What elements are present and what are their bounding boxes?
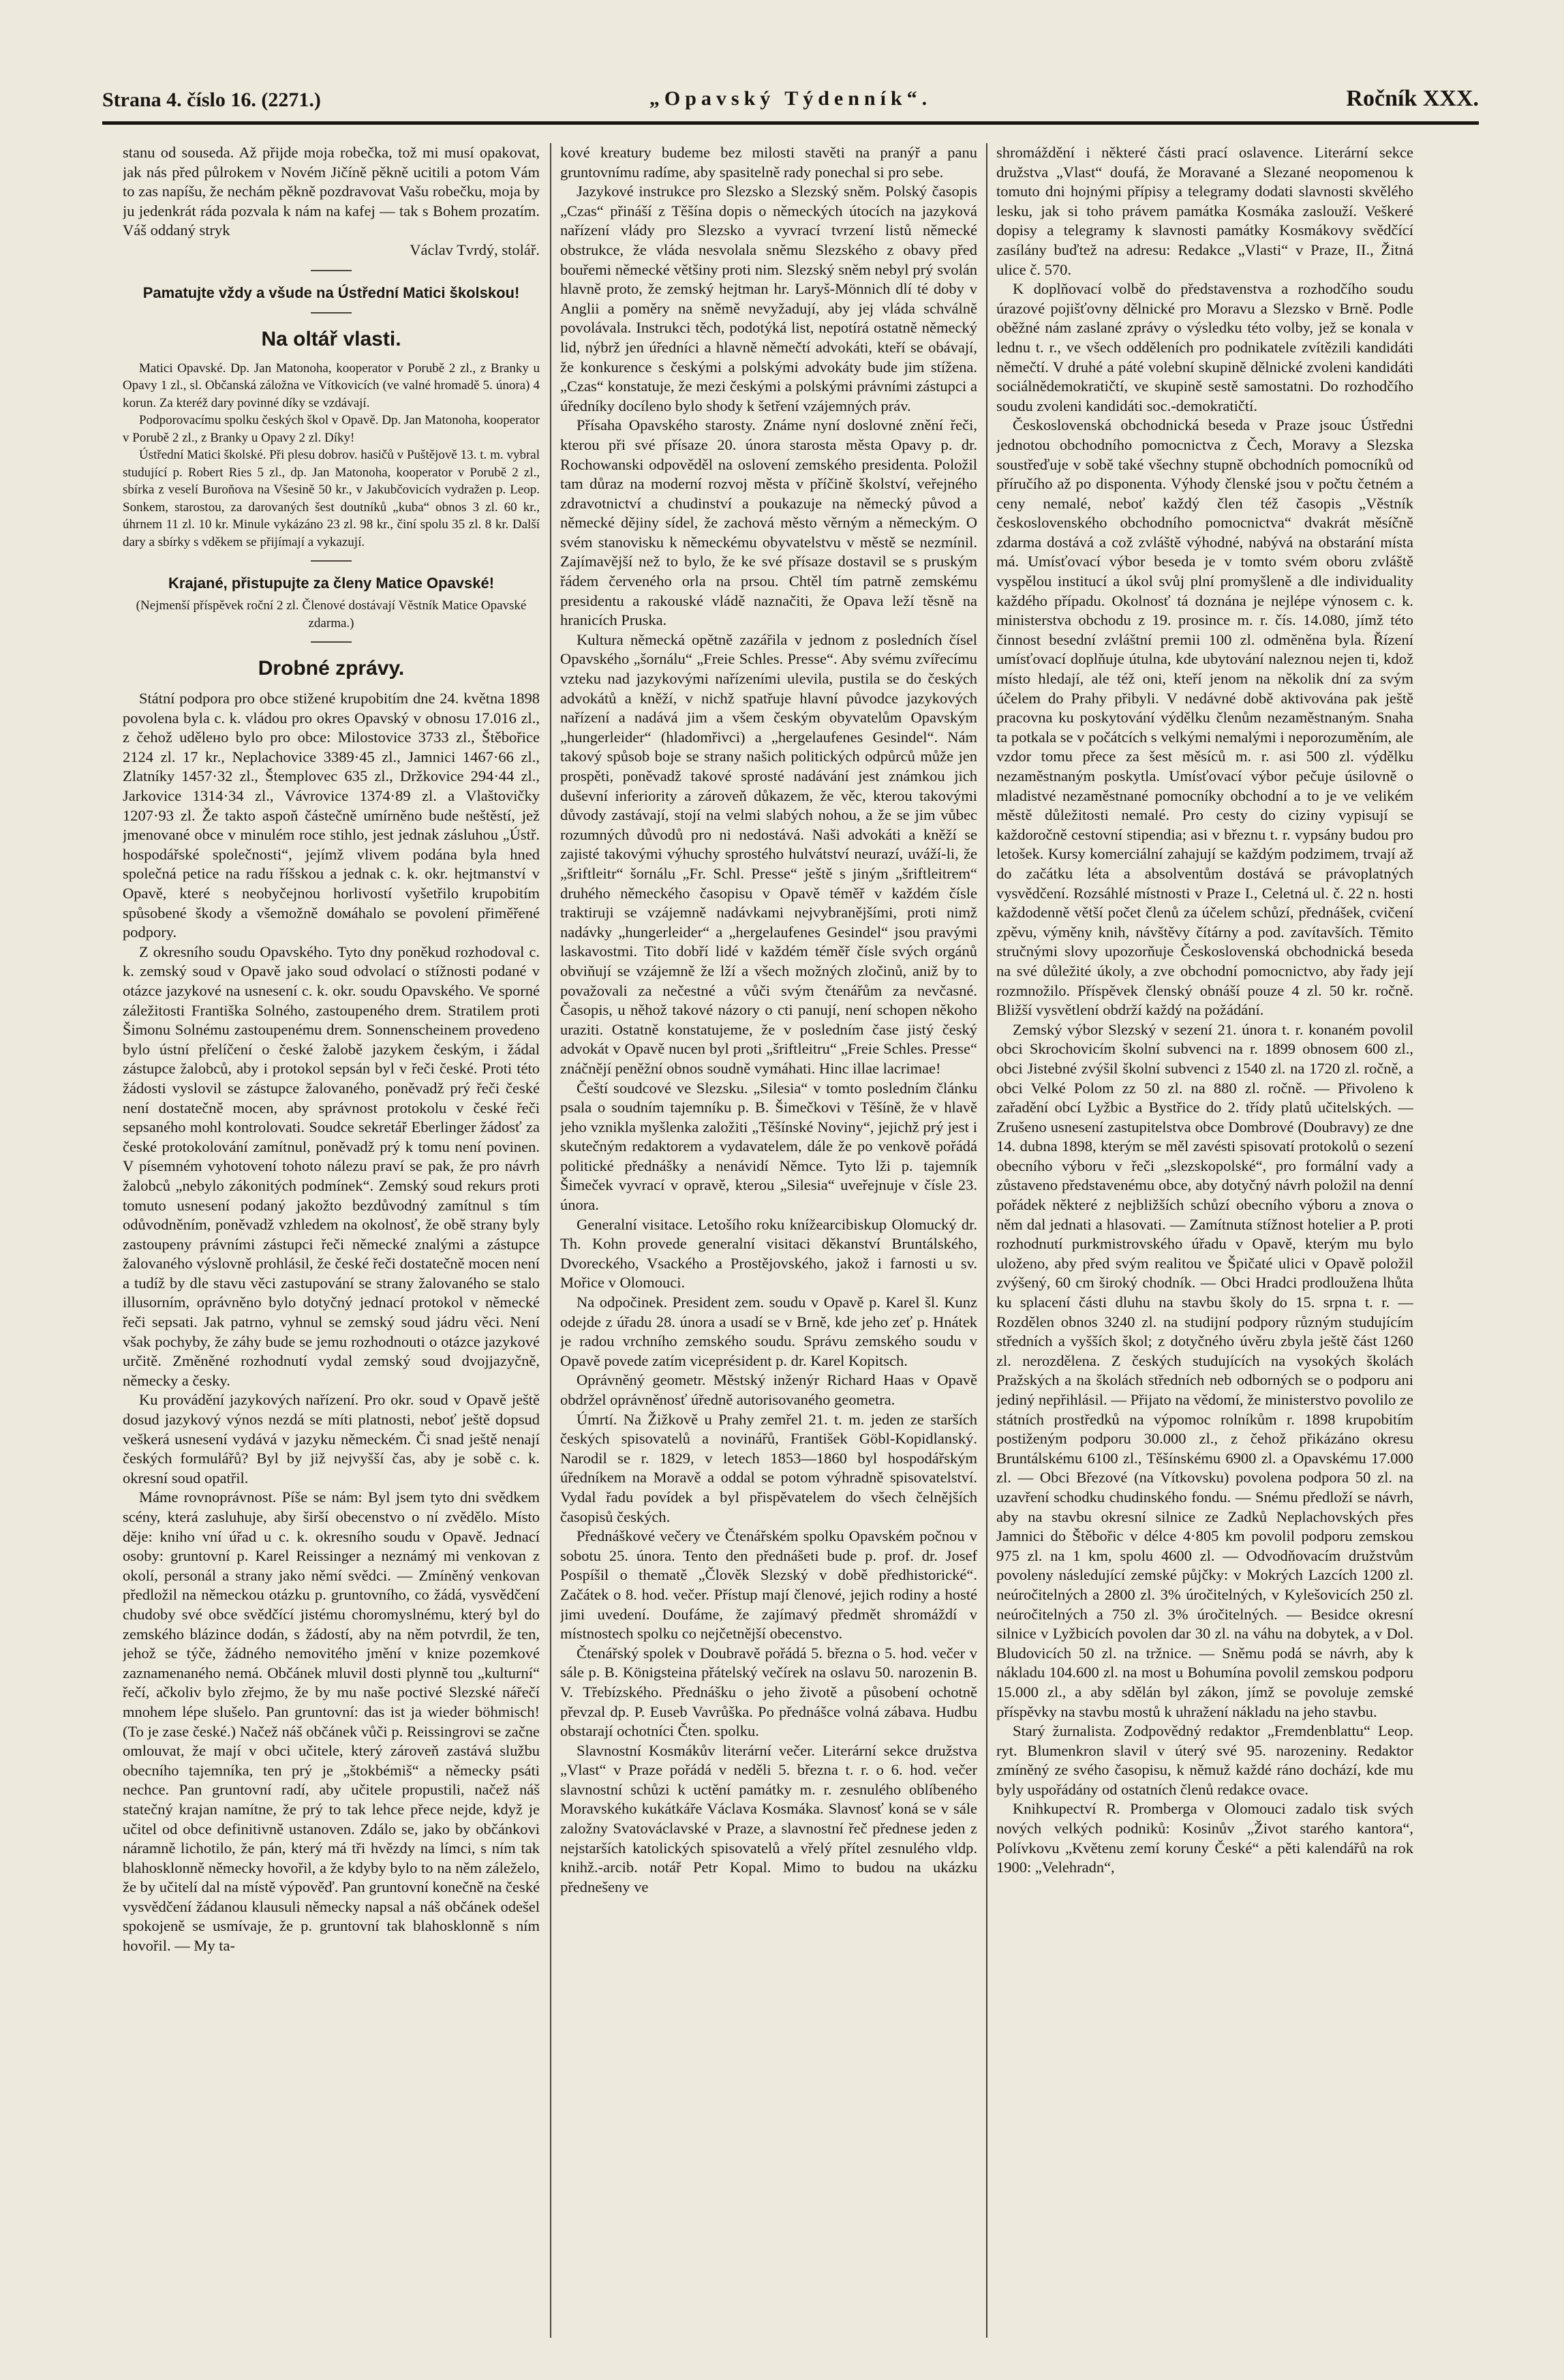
column-2 (560, 143, 977, 2345)
volume-label: Ročník XXX. (1346, 86, 1479, 111)
page-header (102, 80, 1479, 125)
news-item: Československá obchodnická beseda v Praze jsouc Ústředni jednotou obchodního pomocnictva z Čech, Moravy a Slezska soustřeďuje v sobě také všechny stupně obchodních pomocníků od příručího až po disponenta. Výhody členské jsou v počtu četném a ceny nemalé, neboť každý člen též časopis „Věstník československého obchodního pomocnictva“ dvakrát měsíčně zdarma dostává a což zvláště výhodné, nabývá na obstarání místa má. Umísťovací výbor beseda je v tomto svém oboru zvláště vyspělou institucí a úkol svůj plní promyšleně a dle individuality každého případu. Okolnosť tá doznána je nejlépe výnosem c. k. ministerstva obchodu z 19. prosince m. r. čís. 14.080, jímž této činnost besední zvláštní premii 100 zl. odměněna byla. Řízení umísťovací doplňuje útulna, kde ubytování naleznou nejen ti, kdož místo hledají, ale též oni, kteří jenom na několik dní za svým účelem do Prahy přibyli. V nedávné době aktivována pak ještě pracovna ku poskytování výdělku členům nezaměstnaným. Snaha ta potkala se v počátcích s velkými nemalými i neporozuměním, ale vzdor tomu přece za šest měsíců m. r. asi 500 zl. výdělku nezaměstnaným poskytla. Umísťovací výbor pečuje úsilovně o mladistvé nezaměstnané pomocníky obchodní a to je ve velikém městě důležitosti nemalé. Pro cesty do ciziny vypisují se každoročně cestovní stipendia; asi v březnu t. r. vypsány budou pro letošek. Kursy komerciální zahajují se každým podzimem, trvají až do začátku léta a absolventům dostává se právoplatných vysvědčení. Rozsáhlé místnosti v Praze I., Celetná ul. č. 22 n. hosti každodenně větší počet členů za účelem schůzí, přednášek, cvičení zpěvu, výměny knih, návštěvy čítárny a pod. zavítavších. Těmito stručnými slovy upozorňuje Československá obchodnická beseda na své důležité úkoly, a zve obchodní pomocnictvo, aby řady její rozmnožilo. Příspěvek členský obnáší pouze 4 zl. 50 kr. ročně. Bližší vysvětlení obdrží každý na požádání. (996, 416, 1413, 1019)
column-3 (996, 143, 1413, 2345)
news-item: K doplňovací volbě do představenstva a rozhodčího soudu úrazové pojišťovny dělnické pro Moravu a Slezsko v Brně. Podle oběžné nám zaslané zprávy o výsledku této volby, jež se konala v lednu t. r., ve všech oddělеních pro podnikatele zvítězili kandidáti němečtí. V druhé a páté volební skupině dělnické zvoleni kandidáti sociálnědemokratičtí, ve skupině sestě samostatni. Do rozhodčího soudu zvoleni kandidáti soc.-demokratičtí. (996, 280, 1413, 414)
article-text: stanu od souseda. Až přijde moja robečka, tož mi musí opakovat, jak nás před půlrokem v Novém Jičíně pěkně ucitili a potom Vám to zas napíšu, že nechám pěkně pozdravovat Vašu robečku, moja by ju jedenkrát ráda pozvala k nám na kafej — tak s Bohem prozatím. Váš oddaný stryk (123, 144, 540, 239)
news-item: Z okresního soudu Opavského. Tyto dny poněkud rozhodoval c. k. zemský soud v Opavě jako soud odvolací o stížnosti podané v otázce jazykové na usnesení c. k. okr. soudu Opavského. Ve sporné záležitosti Františka Solného, zastoupeného drem. Stratilem proti Šimonu Solnému zastoupenému drem. Sonnenscheinem provedeno bylo ústní přelíčení o české žalobě jazykem českým, i žádal zástupce žalobců, aby i protokol sepsán byl v řeči české. Proti této žádosti vyslovil se zástupce žalovaného, poněvadž prý řeči české není dostatečně mocen, aby správnost protokolu v české řeči sepsaného mohl kontrolovati. Soudce sekretář Eberlinger žádosť za české protokolování zamítnul, poněvadž prý k tomu není povinen. V písemném vyhotovení tohoto nálezu praví se pak, že pro návrh žalobců „nebylo zákonitých podmínek“. Zemský soud rekurs proti tomuto usnesení podaný jakožto bezdůvodný zamítnul s tím odůvodněním, poněvadž vzhledem na okolnosť, že obě strany byly zastoupeny právními zástupci řeči německé znalými a zástupce žalovaného výslovně prohlásil, že české řeči dostatečně mocen není a tudíž by dle stavu věci zastupování se strany žalovaného se stalo illusorním, oprávněno bylo dotyčný jednací protokol v německé řeči sepsati. Jak patrno, vyhnul se zemský soud jádru věci. Není však pochyby, že záhy bude se jemu rozhodnouti o otázce jazykové určitě. Změněné rozhodnutí vydal zemský soud dvojjazyčně, německy a česky. (123, 943, 540, 1389)
section-heading: Na oltář vlasti. (261, 327, 401, 350)
divider (311, 270, 352, 271)
news-item: Čtenářský spolek v Doubravě pořádá 5. března o 5. hod. večer v sále p. B. Königsteina přátelský večírek na oslavu 50. narozenin B. V. Třebízského. Přednášku o jeho životě a působení ochotně převzal dp. P. Euseb Vavrůška. Po přednášce volná zábava. Hudbu obstarají ochotníci Čten. spolku. (560, 1644, 977, 1740)
news-item: Státní podpora pro obce stižené krupobitím dne 24. května 1898 povolena byla c. k. vládou pro okres Opavský v obnosu 17.016 zl., z čehož udělено bylo pro obce: Milostovice 3733 zl., Štěbořice 2124 zl. 17 kr., Neplachovice 3389·45 zl., Jamnici 1467·66 zl., Zlatníky 1457·32 zl., Štemplovec 635 zl., Držkovice 294·44 zl., Jarkovice 1314·34 zl., Vávrovice 1374·89 zl. a Vlaštovičky 1207·93 zl. Že takto aspoň částečně umírněno bude neštěstí, jež jmenované obce v minulém roce stihlo, jest jednak zásluhou „Ústř. hospodářské společnosti“, jejímž vlivem podána byla hned společná petice na radu říšskou a jednak c. k. okr. hejtmanství v Opavě, které s neobyčejnou horlivostí vyšetřilo krupobitím spůsobené škody a všemožně dомáhalo se povolení přiměřené podpory. (123, 690, 540, 941)
divider (311, 560, 352, 562)
donation-notice: Matici Opavské. Dp. Jan Matonoha, kooperator v Porubě 2 zl., z Branky u Opavy 1 zl., sl. Občanská záložna ve Vítkovicích (ve valné hromadě 5. února) 4 korun. Za kteréž dary povinné díky se vzdávají. (123, 361, 540, 410)
article-text: shromáždění i některé části prací oslavence. Literární sekce družstva „Vlast“ doufá, že Moravané a Slezané neopomenou k tomuto dni hojnými přípisy a telegramy dodati slavnosti skvělého lesku, jak si toho právem památka Kosmáka zaslouží. Veškeré dopisy a telegramy k slavnosti památky Kosmákovy svědčící zasílány buďtež na adresu: Redakce „Vlasti“ v Praze, II., Žitná ulice č. 570. (996, 144, 1413, 278)
letter-signature: Václav Tvrdý, stolář. (410, 241, 540, 258)
news-item: Starý žurnalista. Zodpovědný redaktor „Fremdenblattu“ Leop. ryt. Blumenkron slavil v úterý své 95. narozeniny. Redaktor zmíněný ze svého časopisu, k němuž každé ráno dochází, kde mu byly uspořádány od ostatních členů redakce ovace. (996, 1722, 1413, 1798)
article-text: kové kreatury budeme bez milosti stavěti na pranýř a panu gruntovnímu radíme, aby spasitelně rady ponechal si pro sebe. (560, 144, 977, 181)
news-item: Generalní visitace. Letošího roku knížearcibiskup Olomucký dr. Th. Kohn provede generalní visitaci děkanství Bruntálského, Dvoreckého, Vsackého a Prostějovského, jakož i farnosti u sv. Mořice v Olomouci. (560, 1215, 977, 1292)
page-number: Strana 4. číslo 16. (2271.) (102, 89, 321, 111)
news-item: Ku provádění jazykových nařízení. Pro okr. soud v Opavě ještě dosud jazykový výnos nezdá se míti platnosti, neboť ještě dopsud veškerá usnesení vydává v jazyku německém. Či snad ještě nenají českých formulářů? Byl by již nejvyšší čas, aby je sobě c. k. okresní soud opatřil. (123, 1391, 540, 1486)
news-item: Přísaha Opavského starosty. Známe nyní doslovné znění řeči, kterou při své přísaze 20. února starosta města Opavy p. dr. Rochowanski odpověděl na oslovení zemského presidenta. Položil tam důraz na moderní rozvoj města v příčině školství, veřejného zdravotnictví a chudinství a poukazuje na německý původ a německé dějiny sídel, že zachová město věrným a německým. O svém stanovisku k německému obyvatelstvu v městě se nezmínil. Zajímavější než to bylo, že ke své přísaze dostavil se s pruským řádem červeného orla na prsou. Chtěl tím patrně zemskému presidentu a rakouské vládě naznačiti, že Opava leží těsně na hranicích Pruska. (560, 416, 977, 629)
news-item: Zemský výbor Slezský v sezení 21. února t. r. konaném povolil obci Skrochovicím školní subvenci na r. 1899 obnosem 600 zl., obci Jistebné zvýšil školní subvenci z 1540 zl. na 1720 zl. ročně, a obci Velké Polom zz 50 zl. na 880 zl. ročně. — Přivoleno k zařadění obcí Lyžbic a Bystřice do 2. třídy platů učitelských. — Zrušeno usnesení zastupitelstva obce Dombrové (Doubravy) ze dne 14. dubna 1898, kterým se měl zavésti spisovatí protokolů o sezení obecního výboru v řeči „slezskopolské“, pro formální vady a zůstaveno představenému obce, aby dotyčný návrh položil na denní pořádek některé z nejbližších schůzí obecního výboru a znova o něm dal jednati a hlasovati. — Zamítnuta stížnost hotelier a P. proti rozhodnutí purkmistrovského úřadu v Opavě, kterým mu bylo uloženo, aby před svým realitou ve Špičaté ulici v Opavě položil zvýšený, 60 cm široký chodník. — Obci Hradci prodloužena lhůta ku splacení části dluhu na stavbu školy do 15. srpna t. r. — Rozdělen obnos 3240 zl. na studijní podpory různým studujícím středních a vyšších škol; z dotyčného úvěru zbyla ještě část 1260 zl. nerozdělena. Z českých studujících na vysokých školách Pražských a na školách středních neb odborných se o podporu ani jediný nepřihlásil. — Přijato na vědomí, že ministerstvo povolilo ze státních prostředků na výpomoc rolníkům r. 1898 krupobitím postiženým podporu 30.000 zl., z čehož přikázáno okresu Bruntálskému 6100 zl., Těšínskému 6900 zl. a Opavskému 17.000 zl. — Obci Březové (na Vítkovsku) povolena podpora 50 zl. na uzavření schodku chudinského fondu. — Snému předloží se návrh, aby na stavbu okresní silnice ze Zadků Neplachovských přes Jamnici do Štěbořic v délce 4·805 km povolil podporu zemskou 975 zl. na 1 km, spolu 4600 zl. — Odvodňovacím družstvům povoleny následující zemské půjčky: v Mokrých Lazcích 1200 zl. neúročitelných a 2800 zl. 3% úročitelných, v Kylešovicích 250 zl. neúročitelných a 750 zl. 3% úročitelných. — Besidce okresní silnice v Lyžbicích povolen dar 30 zl. na váhu na dobytek, a v Dol. Bludovicích 50 zl. na tržnice. — Sněmu podá se návrh, aby k nákladu 104.600 zl. na most u Bohumína povolil zemskou podporu 15.000 zl., a aby sdělán byl zákon, jímž se povoluje zemské příspěvky na stavbu mostů k uhražení nákladu na jeho stavbu. (996, 1020, 1413, 1720)
news-item: Knihkupectví R. Promberga v Olomouci zadalo tisk svých nových velkých podniků: Kosinův „Život starého kantora“, Polívkovu „Květenu zemí koruny České“ a pěti kalendářů na rok 1900: „Velehradn“, (996, 1800, 1413, 1876)
news-item: Úmrtí. Na Žižkově u Prahy zemřel 21. t. m. jeden ze starších českých spisovatelů a novinářů, František Göbl-Kopidlanský. Narodil se r. 1829, v letech 1853—1860 byl hospodářským úředníkem na Moravě a oddal se potom výhradně spisovatelství. Vydal řadu povídek a byl přispěvatelem do všech čelnějších časopisů českých. (560, 1410, 977, 1525)
divider (311, 641, 352, 643)
news-item: Čeští soudcové ve Slezsku. „Silesia“ v tomto posledním článku psala o soudním tajemníku p. B. Šimečkovi v Těšíně, že v hlavě jeho vznikla myšlenka založiti „Těšínské Noviny“, jejichž prý jest i skutečným redaktorem a vydavatelem, dále že po venkově pořádá politické přednášky a nenávidí Němce. Tyto lži p. tajemník Šimeček vyvrací v opravě, kterou „Silesia“ uveřejnuje v čísle 23. února. (560, 1079, 977, 1214)
section-heading: Drobné zprávy. (258, 657, 405, 680)
news-item: Slavnostní Kosmákův literární večer. Literární sekce družstva „Vlast“ v Praze pořádá v neděli 5. března t. r. o 6. hod. večer slavnostní schůzi k uctění památky m. r. zesnulého oblíbeného Moravského kukátkáře Václava Kosmáka. Slavnosť koná se v sále založny Svatováclavské v Praze, a slavnostní řeč přednese jeden z nejstarších katolických spisovatelů a vřelý přítel zesnulého vldp. knihž.-arcib. notář Petr Kopal. Mimo to budou na ukázku přednešeny ve (560, 1741, 977, 1895)
news-item: Máme rovnoprávnost. Píše se nám: Byl jsem tyto dni svědkem scény, která zasluhuje, aby širší obecenstvo o ní zvědělo. Místo děje: kniho vní úřad u c. k. okresního soudu v Opavě. Jednací osoby: gruntovní p. Karel Reissinger a neznámý mi venkovan z okolí, personál a strany jako němí svědci. — Zmíněný venkovan předložil na německou otázku p. gruntovního, co žádá, vysvědčení chudoby své obce svědčící jistému choromyslnému, který byl do zemského blázince dodán, s žádostí, aby na něm potvrdil, že ten, jehož se týče, žádného nemovitého jmění v knize pozemkové zaznamenaného nemá. Občánek mluvil dosti plynně tou „kulturní“ řečí, ačkoliv bylo zřejmo, že by mu naše poctivé Slezské nářečí mnohem lépe slušelo. Pan gruntovní: das ist ja wieder böhmisch! (To je zase české.) Načež náš občánek vůči p. Reissingrovi se začne omlouvat, že mají v obci učitele, který zároveň zastává službu obecního tajemníka, ten prý je „štokbémiš“ a německy psáti nechce. Pan gruntovní radí, aby učitele propustili, načež náš statečný krajan namítne, že prý to tak lehce přece nejde, když je učitel od obce definitivně ustanoven. Zdálo se, jako by občánkovi náramně lichotilo, že pán, který má tři hvězdy na límci, s ním tak blahosklonně německy hovořil, a že kdyby bylo to na něm záleželo, že by učitelí dal na místě výpověď. Pan gruntovní konečně na české vysvědčení žádanou klausuli německy napsal a náš občánek odešel spokojeně se usmívaje, že p. gruntovní tak blahosklonně s ním hovořil. — My ta- (123, 1489, 540, 1955)
donation-notice: Podporovacímu spolku českých škol v Opavě. Dp. Jan Matonoha, kooperator v Porubě 2 zl., z Branky u Opavy 2 zl. Díky! (123, 413, 540, 445)
column-divider (986, 143, 987, 2338)
news-item: Oprávněný geometr. Městský inženýr Richard Haas v Opavě obdržel oprávněnosť úředně autorisovaného geometra. (560, 1371, 977, 1408)
donation-notice: Ústřední Matici školské. Při plesu dobrov. hasičů v Puštějově 13. t. m. vybral studující p. Robert Ries 5 zl., dp. Jan Matonoha, kooperator v Porubě 2 zl., sbírka z veselí Buroňova na Všesině 50 kr., v Jakubčovicích vydražen p. Leop. Sonkem, starostou, za darovaných šest doutníků „kuba“ obnos 3 zl. 60 kr., úhrnem 11 zl. 10 kr. Minule vykázáno 23 zl. 98 kr., činí spolu 35 zl. 8 kr. Další dary a sbírky s vděkem se přijímají a vykazují. (123, 448, 540, 549)
matice-appeal-note: (Nejmenší příspěvek roční 2 zl. Členové dostávají Věstník Matice Opavské zdarma.) (136, 598, 527, 630)
matice-appeal: Krajané, přistupujte za členy Matice Opavské! (168, 575, 495, 592)
masthead-title: „Opavský Týdenník“. (649, 87, 932, 110)
column-1 (123, 143, 540, 2345)
column-divider (550, 143, 551, 2338)
news-item: Jazykové instrukce pro Slezsko a Slezský sněm. Polský časopis „Czas“ přináší z Těšína dopis o německých útocích na jazyková nařízení vlády pro Slezsko a vyvrací tvrzení listů německé obstrukce, že vláda nesvolala sněmu Slezského z obavy před bouřemi německé většiny proti nim. Slezský sněm nebyl prý svolán hlavně proto, že zemský hejtman hr. Laryš-Mönnich dlí té doby v Anglii a poměry na sněmě nevyžadují, aby jej vláda schválně povolávala. Instrukci těch, podotýká list, nepotírá ostatně německý lid, nýbrž jen úředníci a hlavně němečtí advokáti, kteří se obávají, že konkurence s českými a polskými advokáty bude jim stížena. „Czas“ konstatuje, že mezi českými a polskými právními zástupci a úředníky docíleno bylo shody k šetření vzájemných práv. (560, 183, 977, 414)
news-item: Kultura německá opětně zazářila v jednom z posledních čísel Opavského „šornálu“ „Freie Schles. Presse“. Aby svému zvířecímu vzteku nad jazykovými nařízeními ulevila, pustila se do českých advokátů a kněží, v nichž spatřuje hlavní původce jazykových nařízení a nadává jim a všem českým obyvatelům Opavským „hungerleider“ (hladomřivci) a „hergelaufenes Gesindel“. Nám takový spůsob boje se strany našich politických odpůrců může jen prospěti, poněvadž takové sprosté nadávání jest známkou jich duševní inferiority a zároveň důkazem, že věc, kterou takovými důvody zastávají, stojí na velmi slabých nohou, a že se jim vůbec rozumných důvodů pro ni nedostává. Naši advokáti a kněží se zajisté takovými výhuchy sprostého hulvátství neurazí, uváží-li, že „šriftleitr“ šornálu „Fr. Schl. Presse“ ještě s jiným „šriftleitrem“ druhého německého časopisu v Opavě téměř v každém čísle traktiruji se vzájemně nadávkami nejvybranějšími, proti nimž nadávky „hungerleider“ a „hergelaufenes Gesindel“ jsou pravými laskavostmi. Tito dobří lidé v každém téměř čísle svých orgánů obviňují se vzájemně že lží a všech možných zločinů, aniž by to považovali za nečestné a vůči svým čtenářům za nevčasné. Časopis, u něhož takové názory o cti panují, není schopen někoho uraziti. Ostatně konstatujeme, že v posledním čase jistý český advokát v Opavě nucen byl proti „šriftleitru“ „Freie Schles. Presse“ znáčnějí peněžní obnos soudně vymáhati. Hinc illae lacrimae! (560, 630, 977, 1077)
matice-banner: Pamatujte vždy a všude na Ústřední Matici školskou! (142, 284, 520, 301)
news-item: Na odpočinek. President zem. soudu v Opavě p. Karel šl. Kunz odejde z úřadu 28. února a usadí se v Brně, kde jeho zeť p. Hnátek je radou vrchního zemského soudu. Správu zemského soudu v Opavě povede zatím viceprésident p. dr. Karel Kopitsch. (560, 1294, 977, 1369)
divider (311, 312, 352, 314)
news-item: Přednáškové večery ve Čtenářském spolku Opavském počnou v sobotu 25. února. Tento den přednášeti bude p. prof. dr. Josef Pospíšil o thematě „Člověk Slezský v době předhistorické“. Začátek o 8. hod. večer. Přístup mají členové, jejich rodiny a hosté jimi uvedení. Doufáme, že zajímavý předmět shromáždí v místnostech spolku co nejčetnější obecenstvo. (560, 1527, 977, 1643)
